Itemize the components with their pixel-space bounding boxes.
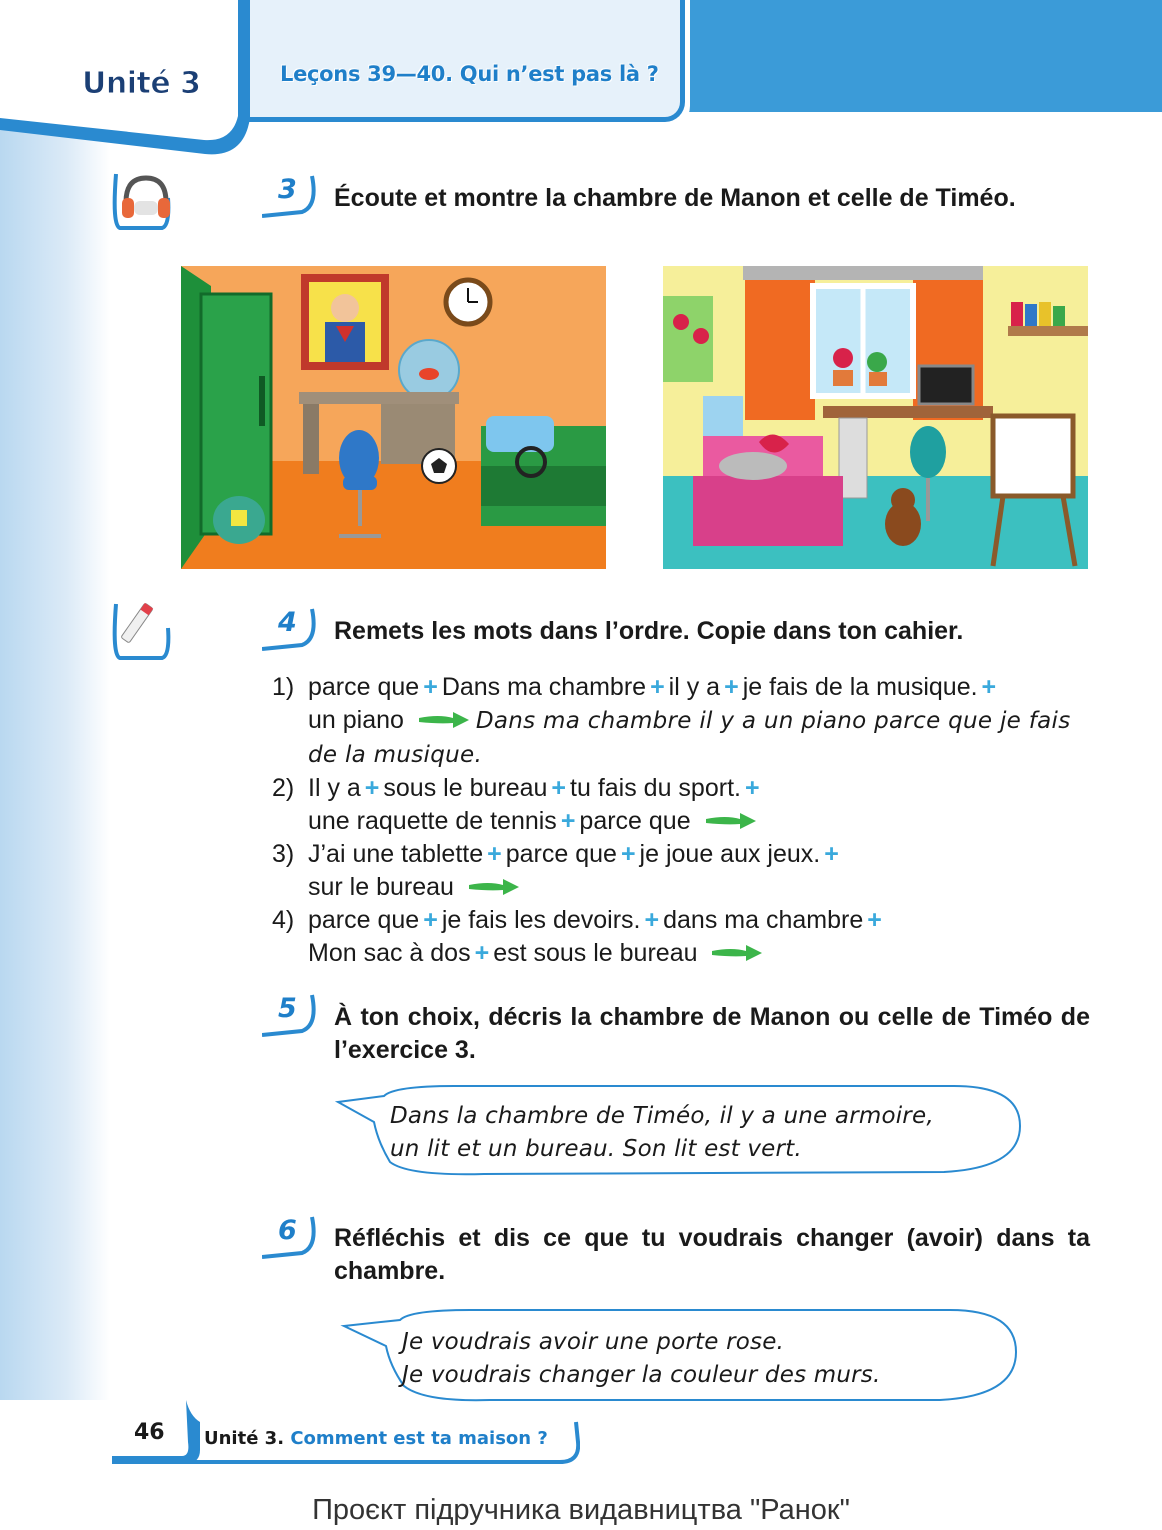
bubble-line: Je voudrais changer la couleur des murs. [402, 1362, 881, 1388]
arrow-icon [469, 877, 519, 897]
room-manon-illustration [663, 266, 1088, 569]
plus-icon: + [474, 939, 490, 967]
lesson-title-box [245, 0, 685, 122]
plus-icon: + [724, 673, 739, 701]
list-item [272, 838, 1092, 904]
headphones-icon [112, 168, 172, 230]
word-group: Il y a [308, 774, 361, 802]
bubble-line: Je voudrais avoir une porte rose. [402, 1329, 785, 1355]
left-gradient-strip [0, 130, 110, 1400]
plus-icon: + [744, 774, 760, 802]
word-group: est sous le bureau [493, 939, 698, 967]
plus-icon: + [364, 774, 380, 802]
bubble-line: Dans la chambre de Timéo, il y a une armoire, [390, 1103, 934, 1129]
exercise-5-number: 5 [262, 991, 320, 1041]
plus-icon: + [560, 807, 576, 835]
list-item [272, 904, 1092, 970]
word-group: un piano [308, 706, 404, 734]
word-group: Mon sac à dos [308, 939, 471, 967]
plus-icon: + [824, 840, 839, 868]
word-group: Dans ma chambre [441, 673, 647, 701]
exercise-3-number: 3 [262, 172, 320, 222]
item-number: 3) [272, 840, 295, 868]
lesson-title: Leçons 39—40. Qui n’est pas là ? [280, 62, 659, 86]
exercise-4-list [272, 671, 1092, 970]
item-number: 2) [272, 774, 295, 802]
bubble-6-text [402, 1326, 881, 1392]
word-group: je fais de la musique. [742, 673, 978, 701]
item-number: 1) [272, 673, 295, 701]
word-group: tu fais du sport. [570, 774, 741, 802]
page-number: 46 [134, 1420, 165, 1445]
unit-title: Unité 3 [82, 66, 201, 101]
arrow-icon [706, 811, 756, 831]
plus-icon: + [423, 906, 438, 934]
word-group: une raquette de tennis [308, 807, 557, 835]
footer-unit: Unité 3. [204, 1428, 285, 1449]
exercise-6-number: 6 [262, 1213, 320, 1263]
word-group: parce que [579, 807, 691, 835]
exercise-5-title: À ton choix, décris la chambre de Manon ou celle de Timéo de l’exercice 3. [334, 1003, 1090, 1064]
word-group: je fais les devoirs. [441, 906, 641, 934]
plus-icon: + [423, 673, 438, 701]
word-group: il y a [668, 673, 721, 701]
publisher-note: Проєкт підручника видавництва "Ранок" [312, 1494, 850, 1526]
arrow-icon [419, 710, 469, 730]
exercise-4-number: 4 [262, 605, 320, 655]
footer-title [204, 1428, 548, 1449]
word-group: parce que [308, 673, 420, 701]
plus-icon: + [650, 673, 665, 701]
plus-icon: + [867, 906, 882, 934]
plus-icon: + [620, 840, 636, 868]
exercise-6-title: Réfléchis et dis ce que tu voudrais changer (avoir) dans ta chambre. [334, 1224, 1090, 1285]
list-item [272, 671, 1092, 772]
word-group: J’ai une tablette [308, 840, 484, 868]
word-group: parce que [505, 840, 617, 868]
arrow-icon [712, 943, 762, 963]
exercise-4-title: Remets les mots dans l’ordre. Copie dans ton cahier. [334, 617, 964, 645]
footer-unit-title: Comment est ta maison ? [290, 1428, 548, 1449]
plus-icon: + [551, 774, 567, 802]
item-number: 4) [272, 906, 295, 934]
word-group: sous le bureau [383, 774, 548, 802]
plus-icon: + [981, 673, 997, 701]
word-group: dans ma chambre [663, 906, 864, 934]
example-answer: Dans ma chambre il y a un piano parce que je fais de la musique. [308, 708, 1071, 768]
word-group: parce que [308, 906, 420, 934]
bubble-5-text [390, 1100, 934, 1166]
word-group: sur le bureau [308, 873, 454, 901]
plus-icon: + [487, 840, 502, 868]
list-item [272, 772, 1092, 838]
plus-icon: + [644, 906, 660, 934]
exercise-3-title: Écoute et montre la chambre de Manon et celle de Timéo. [334, 184, 1016, 212]
pencil-icon [112, 598, 172, 660]
bubble-line: un lit et un bureau. Son lit est vert. [390, 1136, 802, 1162]
word-group: je joue aux jeux. [639, 840, 821, 868]
room-timeo-illustration [181, 266, 606, 569]
